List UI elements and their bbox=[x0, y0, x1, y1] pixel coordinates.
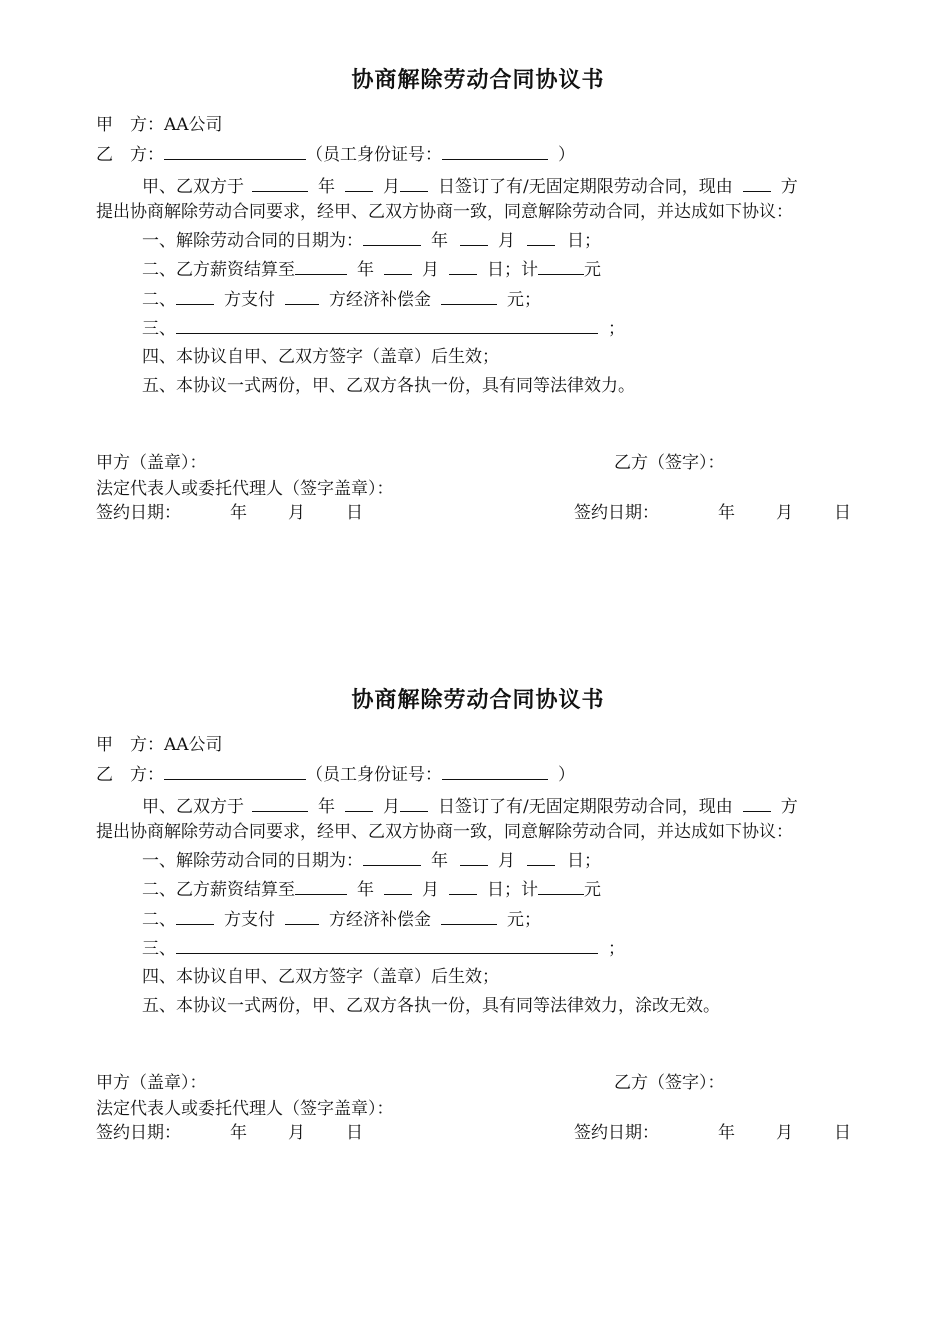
party-a-line bbox=[96, 734, 223, 756]
sign-month-blank[interactable] bbox=[345, 795, 373, 812]
termination-day-blank[interactable] bbox=[527, 229, 555, 246]
id-number-close: ） bbox=[558, 145, 575, 165]
item-label: 二、 bbox=[142, 910, 176, 930]
id-number-label: （员工身份证号： bbox=[306, 145, 442, 165]
item-salary-settlement bbox=[142, 878, 601, 900]
item-other bbox=[142, 937, 625, 959]
termination-month-blank[interactable] bbox=[460, 229, 488, 246]
other-terms-blank[interactable] bbox=[176, 937, 598, 954]
side-label: 方 bbox=[780, 797, 798, 817]
item-label: 一、解除劳动合同的日期为： bbox=[142, 851, 363, 871]
payee-blank[interactable] bbox=[285, 288, 319, 305]
document-title: 协商解除劳动合同协议书 bbox=[351, 687, 605, 713]
date-a-day: 日 bbox=[346, 503, 363, 523]
date-b-label: 签约日期： bbox=[574, 1123, 659, 1143]
year-label: 年 bbox=[318, 177, 335, 197]
intro-line-2: 提出协商解除劳动合同要求，经甲、乙双方协商一致，同意解除劳动合同，并达成如下协议： bbox=[96, 202, 793, 222]
yuan-label: 元； bbox=[507, 910, 541, 930]
item-compensation bbox=[142, 288, 541, 310]
date-a-day: 日 bbox=[346, 1123, 363, 1143]
year-label: 年 bbox=[431, 851, 448, 871]
other-terms-blank[interactable] bbox=[176, 317, 598, 334]
party-a-label: 甲 方： bbox=[96, 115, 164, 135]
salary-amount-blank[interactable] bbox=[538, 258, 584, 275]
party-b-sign-label: 乙方（签字）： bbox=[614, 1073, 725, 1093]
item-other bbox=[142, 317, 625, 339]
proposer-blank[interactable] bbox=[743, 175, 771, 192]
intro-line-2: 提出协商解除劳动合同要求，经甲、乙双方协商一致，同意解除劳动合同，并达成如下协议： bbox=[96, 822, 793, 842]
agreement-1 bbox=[96, 62, 866, 523]
id-number-close: ） bbox=[558, 765, 575, 785]
item-label: 三、 bbox=[142, 319, 176, 339]
party-b-name-blank[interactable] bbox=[164, 763, 306, 780]
proposer-blank[interactable] bbox=[743, 795, 771, 812]
item-termination-date bbox=[142, 229, 601, 251]
date-a-month: 月 bbox=[288, 503, 305, 523]
compensation-text: 方经济补偿金 bbox=[329, 910, 431, 930]
item-label: 二、乙方薪资结算至 bbox=[142, 260, 295, 280]
party-a-seal-label: 甲方（盖章）： bbox=[96, 453, 207, 473]
id-number-blank[interactable] bbox=[442, 763, 548, 780]
intro-line-1 bbox=[142, 795, 798, 817]
item-compensation bbox=[142, 908, 541, 930]
party-b-label: 乙 方： bbox=[96, 765, 164, 785]
year-label: 年 bbox=[318, 797, 335, 817]
document-title: 协商解除劳动合同协议书 bbox=[351, 67, 605, 93]
month-label: 月 bbox=[383, 177, 400, 197]
salary-month-blank[interactable] bbox=[384, 258, 412, 275]
compensation-amount-blank[interactable] bbox=[441, 908, 497, 925]
day-label: 日； bbox=[567, 231, 601, 251]
item-effective: 四、本协议自甲、乙双方签字（盖章）后生效； bbox=[142, 967, 499, 987]
item-salary-settlement bbox=[142, 258, 601, 280]
side-label: 方 bbox=[780, 177, 798, 197]
party-b-name-blank[interactable] bbox=[164, 143, 306, 160]
salary-amount-blank[interactable] bbox=[538, 878, 584, 895]
payer-text: 方支付 bbox=[224, 290, 275, 310]
payee-blank[interactable] bbox=[285, 908, 319, 925]
item-copies: 五、本协议一式两份，甲、乙双方各执一份，具有同等法律效力。 bbox=[142, 376, 635, 396]
item-label: 一、解除劳动合同的日期为： bbox=[142, 231, 363, 251]
compensation-text: 方经济补偿金 bbox=[329, 290, 431, 310]
id-number-blank[interactable] bbox=[442, 143, 548, 160]
salary-day-blank[interactable] bbox=[449, 878, 477, 895]
day-contract-text: 日签订了有/无固定期限劳动合同，现由 bbox=[438, 797, 733, 817]
year-label: 年 bbox=[431, 231, 448, 251]
month-label: 月 bbox=[498, 231, 515, 251]
termination-day-blank[interactable] bbox=[527, 849, 555, 866]
day-total-label: 日；计 bbox=[487, 260, 538, 280]
sign-day-blank[interactable] bbox=[400, 795, 428, 812]
salary-day-blank[interactable] bbox=[449, 258, 477, 275]
yuan-label: 元； bbox=[507, 290, 541, 310]
date-a-month: 月 bbox=[288, 1123, 305, 1143]
representative-label: 法定代表人或委托代理人（签字盖章）： bbox=[96, 479, 394, 499]
payer-text: 方支付 bbox=[224, 910, 275, 930]
date-b-day: 日 bbox=[834, 503, 851, 523]
termination-year-blank[interactable] bbox=[363, 849, 421, 866]
date-b-month: 月 bbox=[776, 1123, 793, 1143]
date-a-year: 年 bbox=[230, 503, 247, 523]
party-a-label: 甲 方： bbox=[96, 735, 164, 755]
payer-blank[interactable] bbox=[176, 908, 214, 925]
party-b-line bbox=[96, 763, 575, 785]
party-a-seal-label: 甲方（盖章）： bbox=[96, 1073, 207, 1093]
party-a-line bbox=[96, 114, 223, 136]
date-b-year: 年 bbox=[718, 1123, 735, 1143]
sign-year-blank[interactable] bbox=[252, 795, 308, 812]
sign-day-blank[interactable] bbox=[400, 175, 428, 192]
compensation-amount-blank[interactable] bbox=[441, 288, 497, 305]
year-label: 年 bbox=[357, 880, 374, 900]
date-a-label: 签约日期： bbox=[96, 503, 181, 523]
date-a-year: 年 bbox=[230, 1123, 247, 1143]
semicolon: ； bbox=[608, 939, 625, 959]
day-label: 日； bbox=[567, 851, 601, 871]
payer-blank[interactable] bbox=[176, 288, 214, 305]
date-b-label: 签约日期： bbox=[574, 503, 659, 523]
month-label: 月 bbox=[422, 880, 439, 900]
intro-text: 甲、乙双方于 bbox=[142, 177, 244, 197]
party-a-value: AA公司 bbox=[164, 735, 223, 755]
item-termination-date bbox=[142, 849, 601, 871]
yuan-label: 元 bbox=[584, 260, 601, 280]
month-label: 月 bbox=[383, 797, 400, 817]
date-b-year: 年 bbox=[718, 503, 735, 523]
party-b-line bbox=[96, 143, 575, 165]
date-a-label: 签约日期： bbox=[96, 1123, 181, 1143]
intro-text: 甲、乙双方于 bbox=[142, 797, 244, 817]
party-b-sign-label: 乙方（签字）： bbox=[614, 453, 725, 473]
party-a-value: AA公司 bbox=[164, 115, 223, 135]
termination-month-blank[interactable] bbox=[460, 849, 488, 866]
item-label: 二、 bbox=[142, 290, 176, 310]
item-effective: 四、本协议自甲、乙双方签字（盖章）后生效； bbox=[142, 347, 499, 367]
representative-label: 法定代表人或委托代理人（签字盖章）： bbox=[96, 1099, 394, 1119]
item-label: 二、乙方薪资结算至 bbox=[142, 880, 295, 900]
salary-year-blank[interactable] bbox=[295, 258, 347, 275]
id-number-label: （员工身份证号： bbox=[306, 765, 442, 785]
agreement-2 bbox=[96, 682, 866, 1143]
salary-month-blank[interactable] bbox=[384, 878, 412, 895]
day-contract-text: 日签订了有/无固定期限劳动合同，现由 bbox=[438, 177, 733, 197]
yuan-label: 元 bbox=[584, 880, 601, 900]
semicolon: ； bbox=[608, 319, 625, 339]
month-label: 月 bbox=[422, 260, 439, 280]
date-b-day: 日 bbox=[834, 1123, 851, 1143]
intro-line-1 bbox=[142, 175, 798, 197]
sign-month-blank[interactable] bbox=[345, 175, 373, 192]
party-b-label: 乙 方： bbox=[96, 145, 164, 165]
year-label: 年 bbox=[357, 260, 374, 280]
salary-year-blank[interactable] bbox=[295, 878, 347, 895]
termination-year-blank[interactable] bbox=[363, 229, 421, 246]
month-label: 月 bbox=[498, 851, 515, 871]
item-copies: 五、本协议一式两份，甲、乙双方各执一份，具有同等法律效力，涂改无效。 bbox=[142, 996, 720, 1016]
day-total-label: 日；计 bbox=[487, 880, 538, 900]
date-b-month: 月 bbox=[776, 503, 793, 523]
sign-year-blank[interactable] bbox=[252, 175, 308, 192]
item-label: 三、 bbox=[142, 939, 176, 959]
